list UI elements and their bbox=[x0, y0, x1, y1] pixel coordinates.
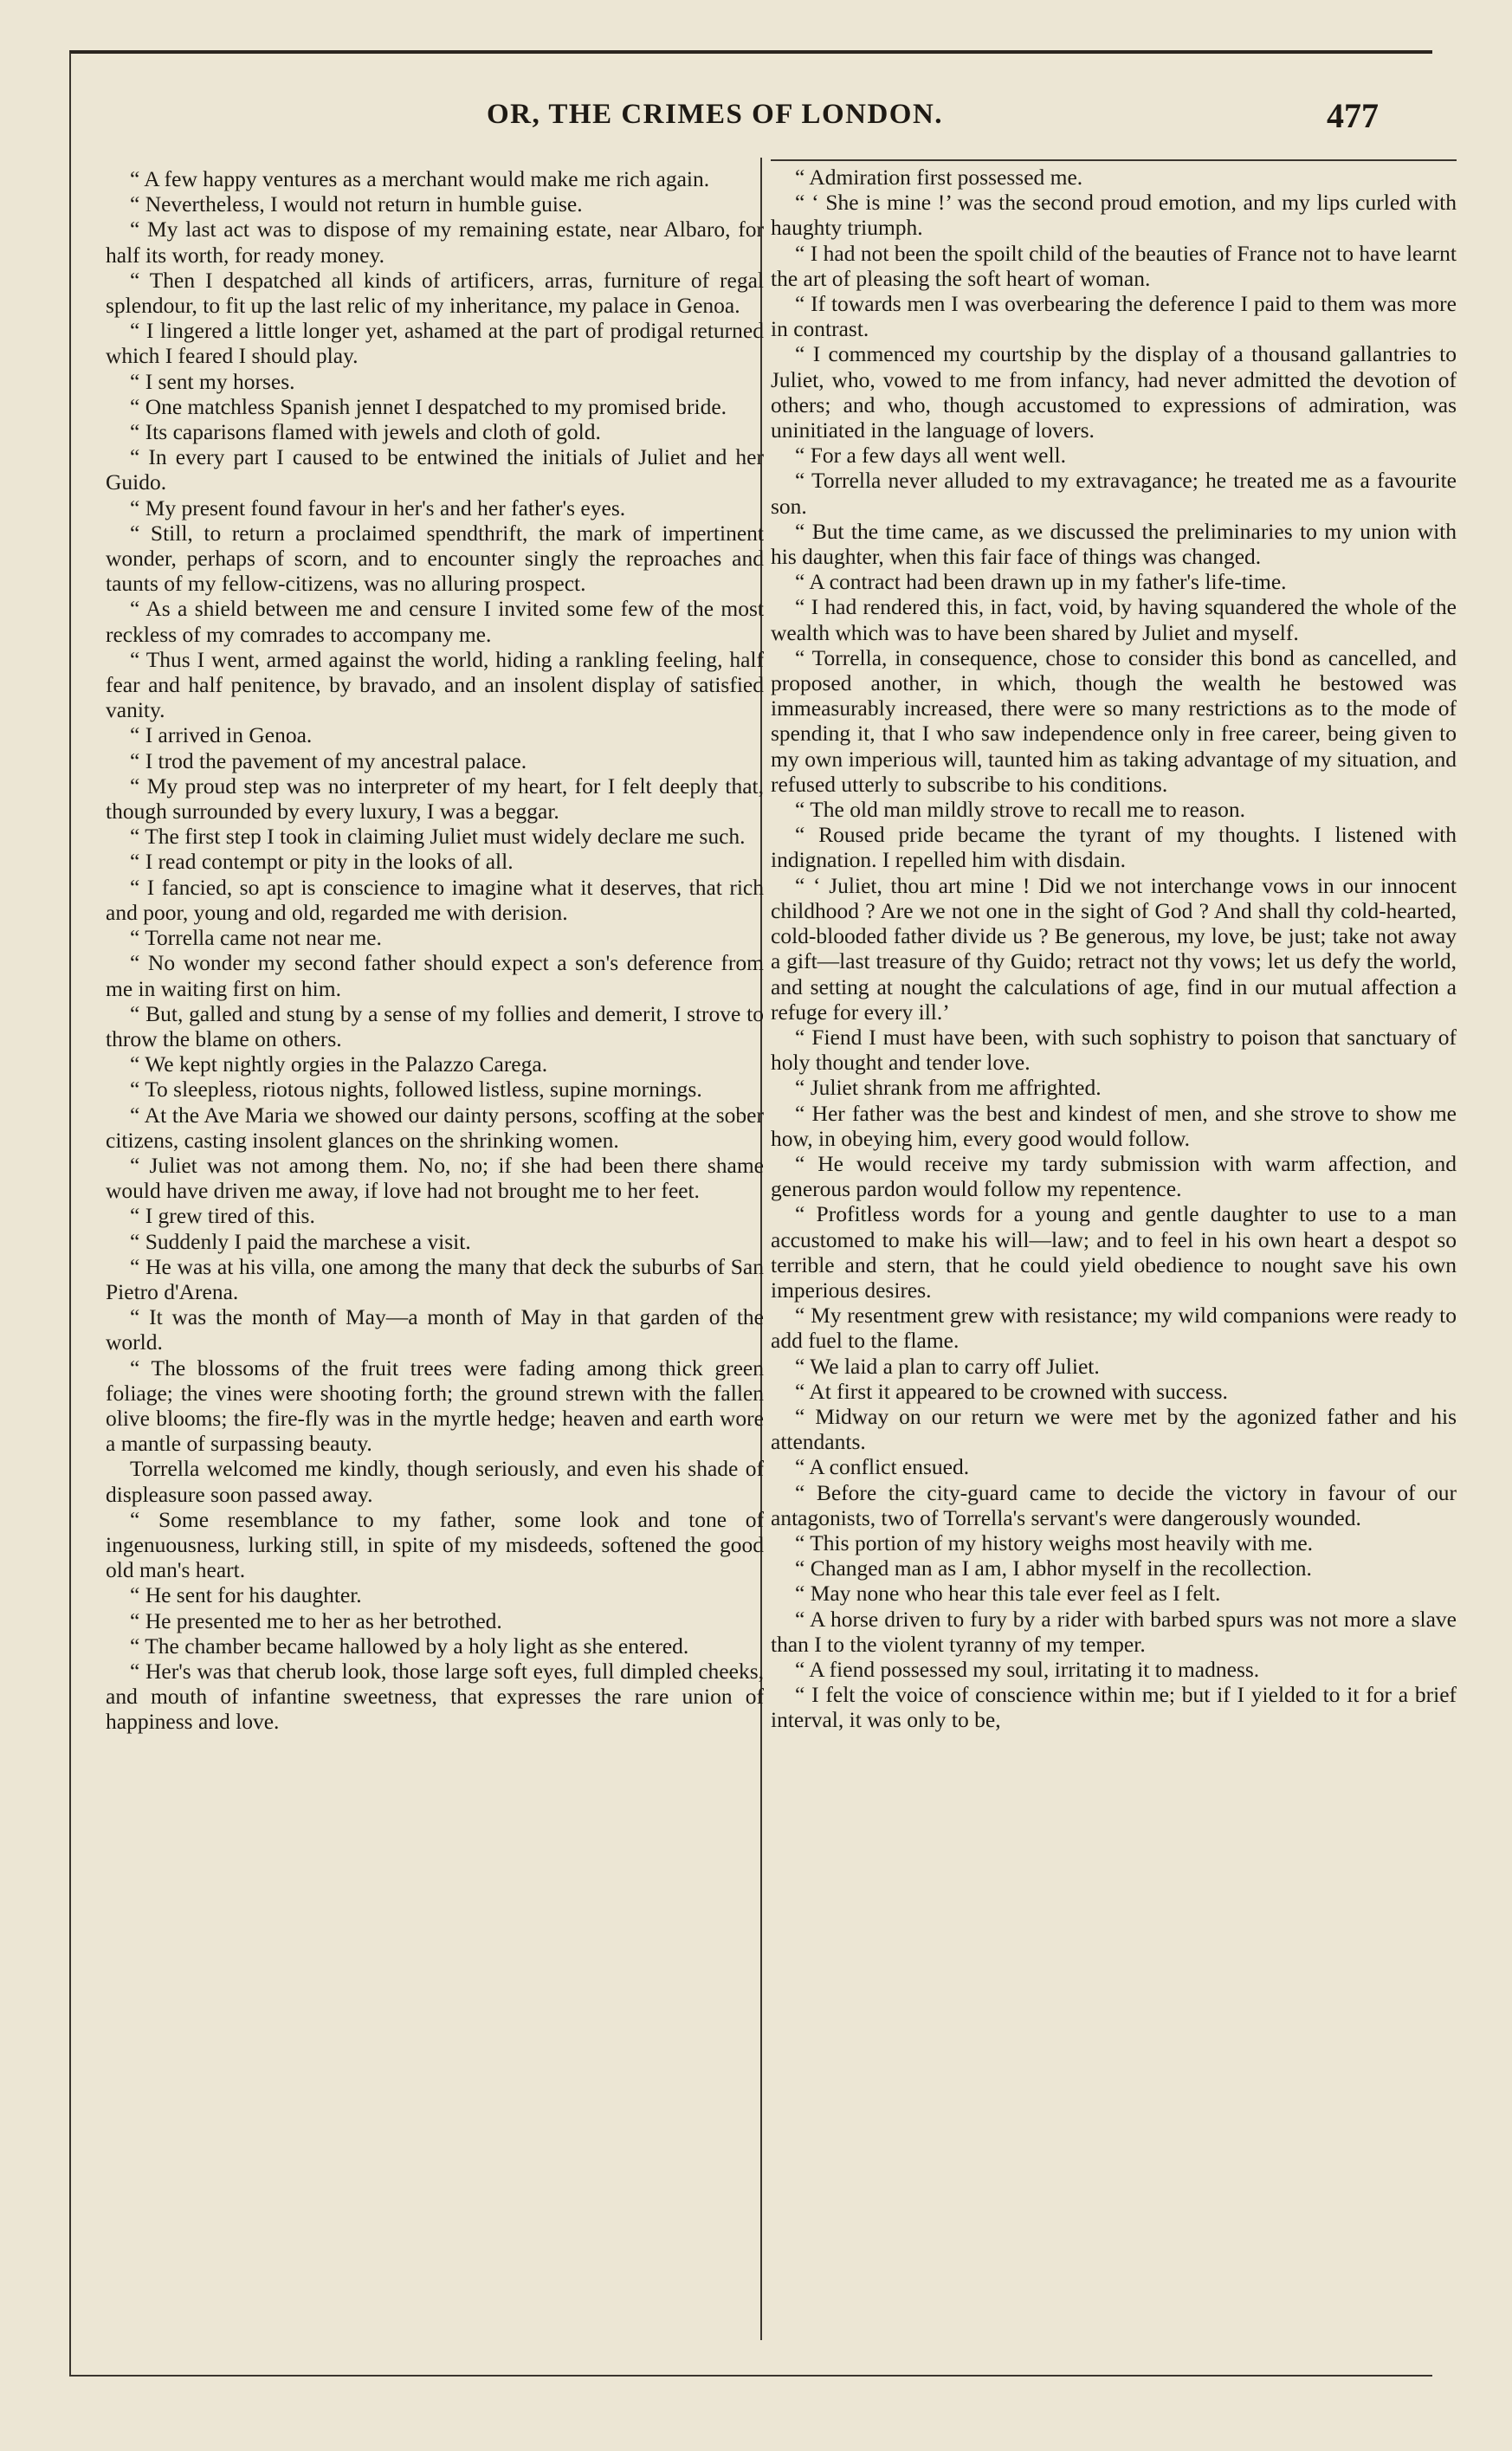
paragraph: “ I read contempt or pity in the looks of all. bbox=[130, 849, 514, 875]
paragraph: “ Roused pride became the tyrant of my thoughts. I listened with indignation. I repelled him with disdain. bbox=[771, 822, 1457, 873]
paragraph: “ Her father was the best and kindest of men, and she strove to show me how, in obeying him, every good would follow. bbox=[771, 1100, 1457, 1151]
paragraph: “ ‘ She is mine !’ was the second proud emotion, and my lips curled with haughty triumph. bbox=[771, 190, 1457, 241]
paragraph: “ I sent my horses. bbox=[130, 368, 295, 394]
paragraph: “ He would receive my tardy submission with warm affection, and generous pardon would follow my repentence. bbox=[771, 1150, 1457, 1202]
page-header bbox=[71, 96, 1432, 151]
paragraph: “ I felt the voice of conscience within me; but if I yielded to it for a brief interval, it was only to be, bbox=[771, 1682, 1457, 1733]
paragraph: “ Admiration first possessed me. bbox=[795, 165, 1083, 190]
paragraph: “ Torrella came not near me. bbox=[130, 925, 382, 951]
paragraph: “ Torrella never alluded to my extravagance; he treated me as a favourite son. bbox=[771, 468, 1457, 519]
right-column bbox=[771, 165, 1457, 2347]
paragraph: “ As a shield between me and censure I invited some few of the most reckless of my comrades to accompany me. bbox=[106, 596, 764, 647]
paragraph: “ I arrived in Genoa. bbox=[130, 722, 313, 748]
running-title: OR, THE CRIMES OF LONDON. bbox=[487, 99, 944, 130]
paragraph: Torrella welcomed me kindly, though seriously, and even his shade of displeasure soon passed away. bbox=[106, 1456, 764, 1507]
paragraph: “ I commenced my courtship by the display of a thousand gallantries to Juliet, who, vowed to me from infancy, had never admitted the devotion of others; and who, though accustomed to expressions of admiration, was uninitiated in the language of lovers. bbox=[771, 341, 1457, 443]
paragraph: “ Juliet was not among them. No, no; if she had been there shame would have driven me away, if love had not brought me to her feet. bbox=[106, 1152, 764, 1204]
paragraph: “ A few happy ventures as a merchant would make me rich again. bbox=[130, 166, 710, 191]
paragraph: “ I had not been the spoilt child of the beauties of France not to have learnt the art of pleasing the soft heart of woman. bbox=[771, 240, 1457, 291]
paragraph: “ We laid a plan to carry off Juliet. bbox=[795, 1353, 1100, 1379]
paragraph: “ Before the city-guard came to decide the victory in favour of our antagonists, two of Torrella's servant's were dangerously wounded. bbox=[771, 1479, 1457, 1530]
paragraph: “ To sleepless, riotous nights, followed listless, supine mornings. bbox=[130, 1077, 702, 1103]
paragraph: “ The blossoms of the fruit trees were fading among thick green foliage; the vines were shooting forth; the ground strewn with the fallen olive blooms; the fire-fly was in the myrtle hedge; heaven and earth wore a mantle of surpassing beauty. bbox=[106, 1355, 764, 1457]
header-rule bbox=[771, 159, 1457, 161]
paragraph: “ The old man mildly strove to recall me to reason. bbox=[795, 797, 1246, 823]
paragraph: “ No wonder my second father should expect a son's deference from me in waiting first on him. bbox=[106, 950, 764, 1001]
paragraph: “ I lingered a little longer yet, ashamed at the part of prodigal returned which I feared I should play. bbox=[106, 318, 764, 369]
paragraph: “ My last act was to dispose of my remaining estate, near Albaro, for half its worth, for ready money. bbox=[106, 217, 764, 268]
paragraph: “ Still, to return a proclaimed spendthrift, the mark of impertinent wonder, perhaps of scorn, and to encounter singly the reproaches and taunts of my fellow-citizens, was no alluring prospect. bbox=[106, 520, 764, 597]
paragraph: “ I trod the pavement of my ancestral palace. bbox=[130, 747, 527, 773]
paragraph: “ Suddenly I paid the marchese a visit. bbox=[130, 1228, 471, 1254]
paragraph: “ He was at his villa, one among the many that deck the suburbs of San Pietro d'Arena. bbox=[106, 1253, 764, 1304]
paragraph: “ We kept nightly orgies in the Palazzo Carega. bbox=[130, 1051, 548, 1077]
paragraph: “ Changed man as I am, I abhor myself in the recollection. bbox=[795, 1555, 1312, 1581]
paragraph: “ Its caparisons flamed with jewels and cloth of gold. bbox=[130, 419, 601, 445]
newspaper-page bbox=[69, 50, 1457, 2377]
paragraph: “ One matchless Spanish jennet I despatched to my promised bride. bbox=[130, 393, 727, 419]
paragraph: “ A conflict ensued. bbox=[795, 1454, 970, 1480]
paragraph: “ I had rendered this, in fact, void, by having squandered the whole of the wealth which was to have been shared by Juliet and myself. bbox=[771, 594, 1457, 645]
paragraph: “ Profitless words for a young and gentle daughter to use to a man accustomed to make his will—law; and to feel in his own heart a despot so terrible and stern, that he could yield obedience to nought save his own imperious desires. bbox=[771, 1201, 1457, 1303]
paragraph: “ The first step I took in claiming Juliet must widely declare me such. bbox=[130, 824, 746, 850]
paragraph: “ My present found favour in her's and her father's eyes. bbox=[130, 495, 626, 521]
paragraph: “ Fiend I must have been, with such sophistry to poison that sanctuary of holy thought and tender love. bbox=[771, 1024, 1457, 1076]
paragraph: “ Her's was that cherub look, those large soft eyes, full dimpled cheeks, and mouth of infantine sweetness, that expresses the rare union of happiness and love. bbox=[106, 1658, 764, 1735]
paragraph: “ It was the month of May—a month of May in that garden of the world. bbox=[106, 1304, 764, 1355]
left-column bbox=[106, 166, 764, 2349]
paragraph: “ This portion of my history weighs most heavily with me. bbox=[795, 1529, 1314, 1555]
paragraph: “ My proud step was no interpreter of my heart, for I felt deeply that, though surrounded by every luxury, I was a beggar. bbox=[106, 773, 764, 825]
paragraph: “ Some resemblance to my father, some look and tone of ingenuousness, lurking still, in spite of my misdeeds, softened the good old man's heart. bbox=[106, 1506, 764, 1583]
paragraph: “ Then I despatched all kinds of artificers, arras, furniture of regal splendour, to fit up the last relic of my inheritance, my palace in Genoa. bbox=[106, 267, 764, 319]
paragraph: “ A fiend possessed my soul, irritating it to madness. bbox=[795, 1656, 1260, 1682]
paragraph: “ I fancied, so apt is conscience to imagine what it deserves, that rich and poor, young and old, regarded me with derision. bbox=[106, 874, 764, 925]
paragraph: “ At first it appeared to be crowned with success. bbox=[795, 1378, 1228, 1404]
paragraph: “ ‘ Juliet, thou art mine ! Did we not interchange vows in our innocent childhood ? Are we not one in the sight of God ? And shall thy cold-hearted, cold-blooded father divide us ? Be generous, my love, be just; take not away a gift—last treasure of thy Guido; retract not thy vows; let us defy the world, and setting at nought the calculations of age, find in our mutual affection a refuge for every ill.’ bbox=[771, 872, 1457, 1025]
paragraph: “ Thus I went, armed against the world, hiding a rankling feeling, half fear and half penitence, by bravado, and an insolent display of satisfied vanity. bbox=[106, 646, 764, 723]
paragraph: “ He presented me to her as her betrothed. bbox=[130, 1607, 502, 1633]
page-number: 477 bbox=[1327, 96, 1379, 135]
paragraph: “ I grew tired of this. bbox=[130, 1203, 315, 1229]
paragraph: “ For a few days all went well. bbox=[795, 443, 1066, 469]
paragraph: “ He sent for his daughter. bbox=[130, 1582, 362, 1608]
paragraph: “ A contract had been drawn up in my father's life-time. bbox=[795, 569, 1287, 595]
paragraph: “ Nevertheless, I would not return in humble guise. bbox=[130, 191, 583, 217]
paragraph: “ But the time came, as we discussed the preliminaries to my union with his daughter, when this fair face of things was changed. bbox=[771, 518, 1457, 570]
paragraph: “ The chamber became hallowed by a holy light as she entered. bbox=[130, 1633, 689, 1659]
paragraph: “ Juliet shrank from me affrighted. bbox=[795, 1075, 1102, 1101]
paragraph: “ Torrella, in consequence, chose to consider this bond as cancelled, and proposed another, in which, though the wealth he bestowed was immeasurably increased, there were so many restrictions as to the mode of spending it, that I who saw independence only in free career, being given to my own imperious will, taunted him as taking advantage of my situation, and refused utterly to subscribe to his conditions. bbox=[771, 644, 1457, 797]
paragraph: “ May none who hear this tale ever feel as I felt. bbox=[795, 1581, 1221, 1607]
paragraph: “ Midway on our return we were met by the agonized father and his attendants. bbox=[771, 1403, 1457, 1455]
paragraph: “ If towards men I was overbearing the deference I paid to them was more in contrast. bbox=[771, 291, 1457, 342]
paragraph: “ At the Ave Maria we showed our dainty persons, scoffing at the sober citizens, casting insolent glances on the shrinking women. bbox=[106, 1102, 764, 1153]
paragraph: “ In every part I caused to be entwined the initials of Juliet and her Guido. bbox=[106, 444, 764, 495]
paragraph: “ A horse driven to fury by a rider with barbed spurs was not more a slave than I to the violent tyranny of my temper. bbox=[771, 1606, 1457, 1657]
paragraph: “ But, galled and stung by a sense of my follies and demerit, I strove to throw the blame on others. bbox=[106, 1000, 764, 1051]
paragraph: “ My resentment grew with resistance; my wild companions were ready to add fuel to the flame. bbox=[771, 1303, 1457, 1354]
